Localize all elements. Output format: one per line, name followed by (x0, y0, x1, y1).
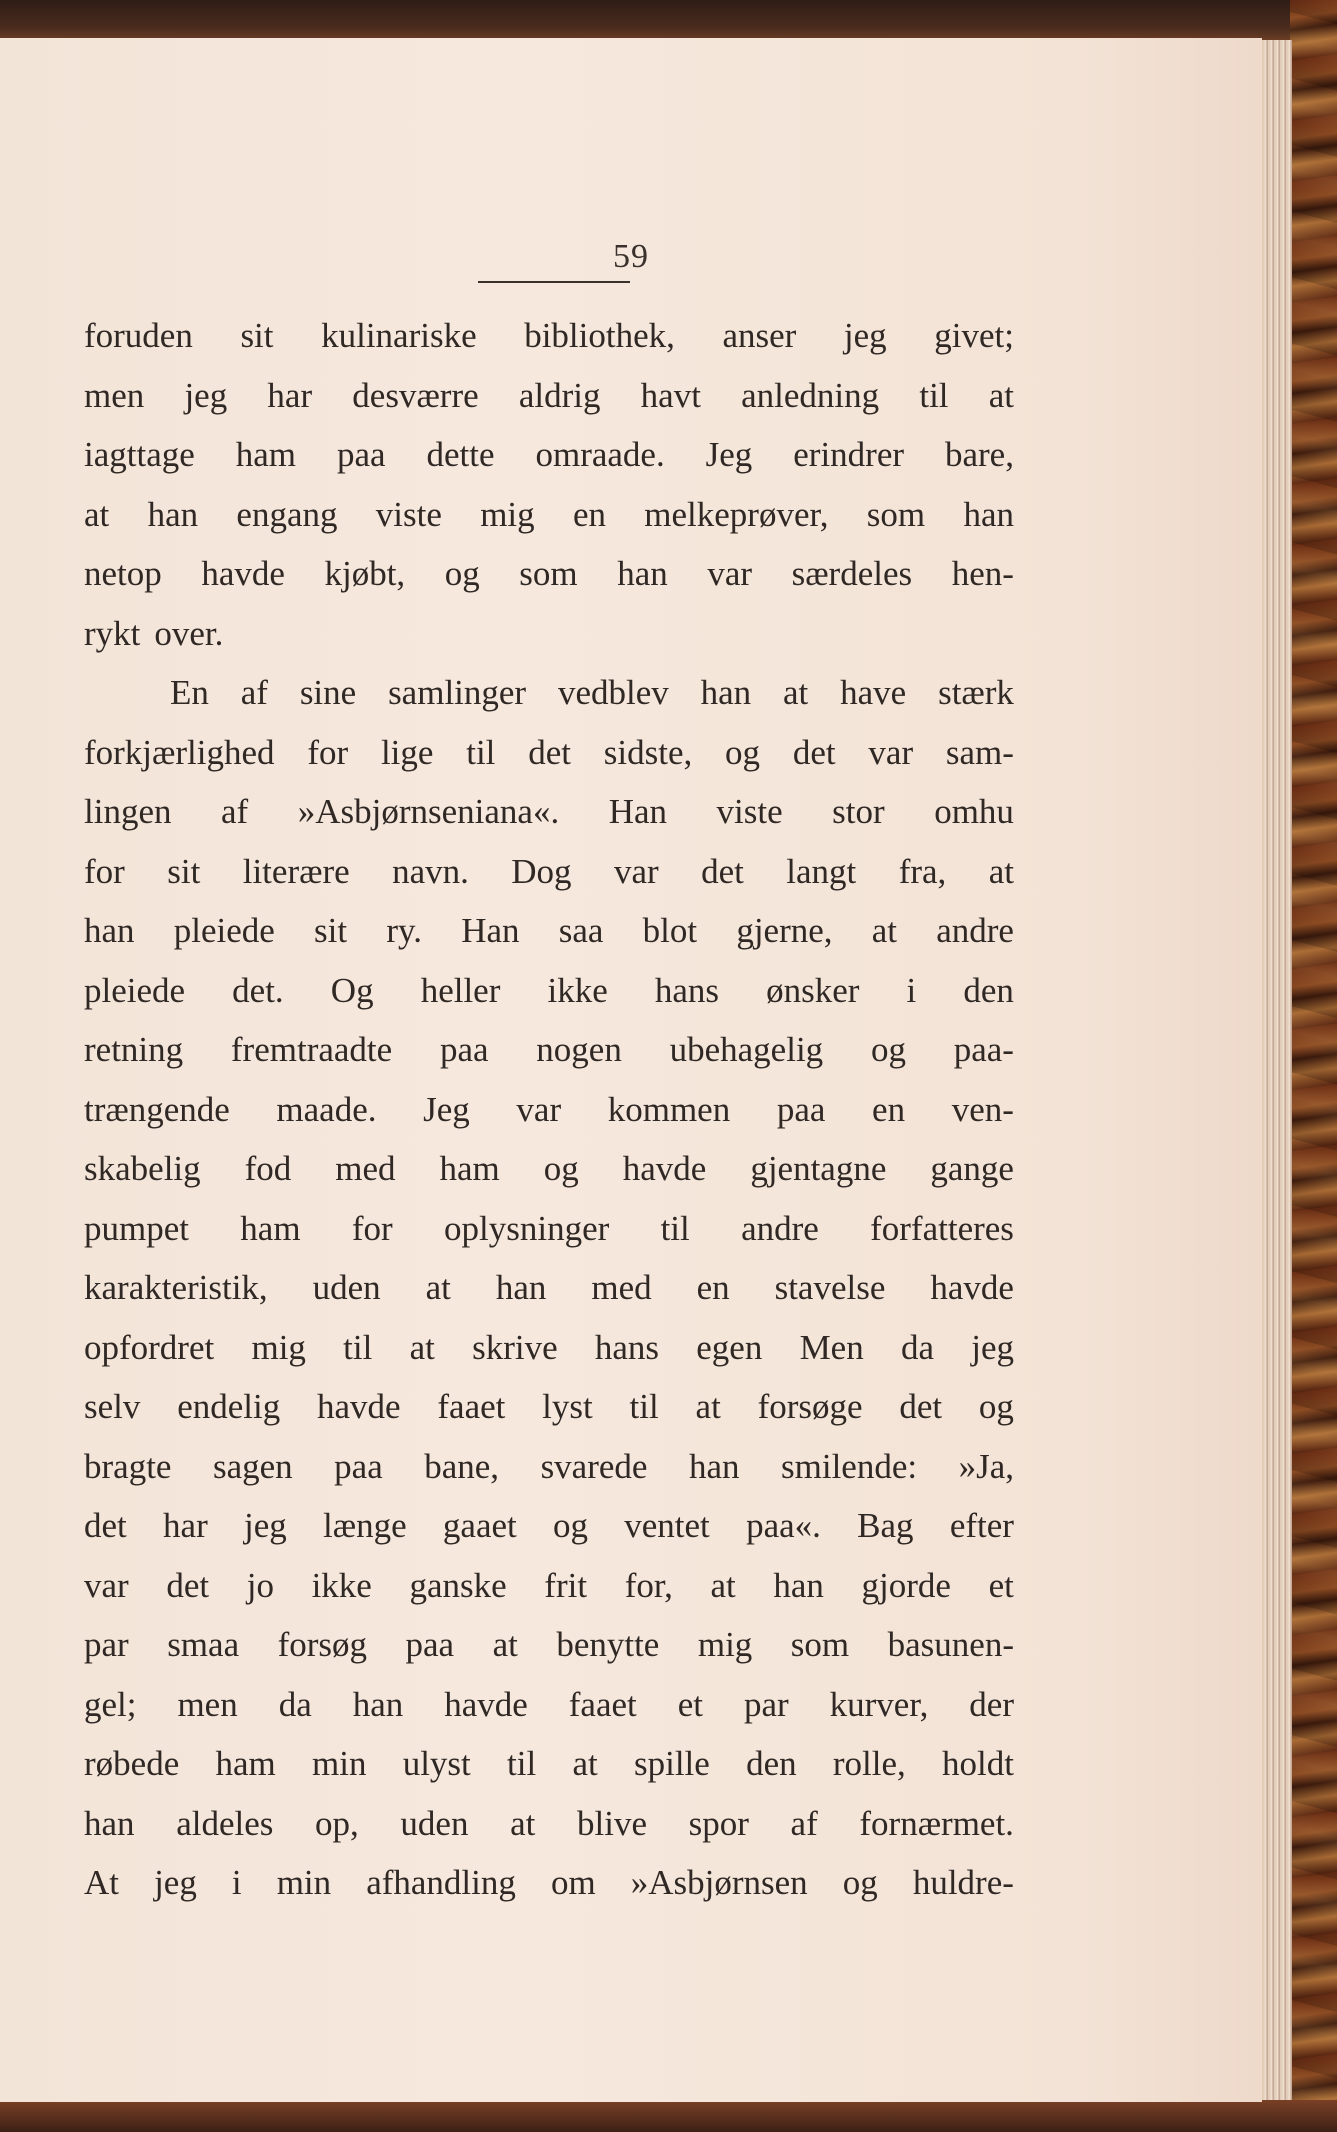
text-word: som (519, 554, 578, 593)
text-word: min (312, 1744, 367, 1783)
text-word: paa (336, 435, 386, 474)
text-word: langt (786, 851, 857, 891)
text-word: omraade. (535, 435, 665, 474)
text-word: melkeprøver, (644, 494, 829, 534)
text-word: ulyst (402, 1744, 471, 1783)
text-word: fornærmet. (859, 1803, 1014, 1843)
text-word: lyst (542, 1387, 593, 1426)
text-word: kjøbt, (324, 554, 406, 593)
text-line (84, 306, 1014, 366)
text-line (84, 1675, 1014, 1735)
text-word: blot (642, 911, 698, 950)
text-word: basunen- (887, 1625, 1014, 1664)
marbled-cover-edge (1290, 0, 1337, 2132)
text-word: »Asbjørnseniana«. (297, 792, 560, 831)
text-word: erindrer (793, 435, 905, 474)
text-word: pleiede (84, 970, 186, 1010)
text-word: rykt (84, 613, 141, 653)
text-line (84, 1734, 1014, 1794)
text-word: Jeg (423, 1089, 470, 1129)
text-word: pumpet (84, 1208, 189, 1248)
text-word: oplysninger (444, 1208, 610, 1248)
text-word: op, (315, 1803, 359, 1843)
text-line (84, 1199, 1014, 1259)
text-word: svarede (540, 1446, 648, 1486)
text-word: mig (480, 494, 535, 534)
text-word: engang (236, 494, 338, 534)
book-page (0, 38, 1262, 2102)
text-word: »Ja, (958, 1446, 1014, 1486)
text-word: saa (558, 911, 604, 950)
text-line (84, 1794, 1014, 1854)
text-line (84, 782, 1014, 842)
text-word: fra, (898, 851, 947, 891)
text-word: givet; (934, 316, 1014, 355)
text-word: at (492, 1625, 518, 1664)
text-word: bragte (84, 1446, 172, 1486)
text-line (84, 901, 1014, 961)
text-word: af (790, 1803, 818, 1843)
text-word: foruden (84, 316, 193, 355)
text-word: At (84, 1863, 119, 1902)
text-word: lige (380, 732, 434, 772)
text-word: hans (594, 1327, 660, 1367)
text-word: En (170, 673, 209, 712)
text-word: fremtraadte (230, 1030, 393, 1069)
text-line (84, 1437, 1014, 1497)
text-word: som (866, 494, 926, 534)
text-line (84, 485, 1014, 545)
text-word: havde (317, 1387, 401, 1426)
text-word: kurver, (829, 1684, 929, 1724)
text-word: paa (405, 1625, 455, 1664)
text-word: bibliothek, (524, 316, 675, 355)
book-binding-bottom (0, 2100, 1337, 2132)
text-word: ham (240, 1208, 301, 1248)
text-word: gange (930, 1149, 1014, 1188)
text-word: at (988, 375, 1014, 415)
text-word: fod (244, 1149, 292, 1188)
text-word: at (409, 1327, 435, 1367)
text-word: til (507, 1744, 537, 1783)
text-word: benytte (556, 1625, 660, 1664)
text-word: viste (716, 792, 783, 831)
text-word: har (163, 1506, 208, 1545)
text-word: forsøg (277, 1625, 368, 1664)
text-line (84, 1318, 1014, 1378)
text-line (84, 663, 1014, 723)
text-word: smaa (167, 1625, 240, 1664)
text-line (84, 723, 1014, 783)
text-word: retning (84, 1030, 184, 1069)
text-word: frit (544, 1565, 588, 1605)
text-word: spille (633, 1744, 710, 1783)
text-word: sit (240, 316, 274, 355)
text-word: til (919, 375, 949, 415)
text-word: en (696, 1268, 730, 1307)
text-word: smilende: (781, 1446, 918, 1486)
text-word: egen (696, 1327, 763, 1367)
text-word: desværre (352, 375, 479, 415)
text-word: gel; (84, 1684, 137, 1724)
text-word: om (550, 1863, 596, 1902)
text-line (84, 1853, 1014, 1913)
text-word: var (613, 851, 659, 891)
text-word: Og (330, 970, 374, 1010)
text-word: »Asbjørnsen (630, 1863, 808, 1902)
text-word: var (84, 1565, 129, 1605)
text-word: den (963, 970, 1014, 1010)
text-word: aldrig (518, 375, 601, 415)
text-word: uden (312, 1268, 381, 1307)
text-word: at (84, 494, 110, 534)
text-word: og (870, 1030, 906, 1069)
text-word: ønsker (766, 970, 860, 1010)
text-word: og (553, 1506, 588, 1545)
text-word: hans (654, 970, 720, 1010)
text-line (84, 1139, 1014, 1199)
text-word: han (700, 673, 752, 712)
text-word: Han (461, 911, 520, 950)
text-word: der (969, 1684, 1014, 1724)
text-word: mig (697, 1625, 753, 1664)
text-word: til (629, 1387, 659, 1426)
text-word: en (572, 494, 606, 534)
text-word: ven- (951, 1089, 1014, 1129)
text-word: par (743, 1684, 789, 1724)
text-word: det (899, 1387, 943, 1426)
text-word: faaet (437, 1387, 506, 1426)
text-line (84, 961, 1014, 1021)
text-word: og (842, 1863, 878, 1902)
text-word: kulinariske (321, 316, 477, 355)
text-word: som (790, 1625, 850, 1664)
text-word: blive (577, 1803, 647, 1843)
text-word: havde (444, 1684, 528, 1724)
text-word: at (988, 851, 1014, 891)
text-word: han (617, 554, 668, 593)
text-word: Han (608, 792, 668, 831)
text-word: vedblev (557, 673, 669, 712)
text-word: ham (215, 1744, 276, 1783)
text-word: selv (84, 1387, 141, 1426)
text-word: opfordret (84, 1327, 215, 1367)
page-number: 59 (613, 238, 649, 275)
text-word: og (978, 1387, 1014, 1426)
text-word: paa«. (746, 1506, 821, 1545)
text-word: at (510, 1803, 536, 1843)
text-word: og (444, 554, 480, 593)
text-word: for (351, 1208, 393, 1248)
text-word: gaaet (442, 1506, 517, 1545)
text-line (84, 842, 1014, 902)
text-word: og (725, 732, 761, 772)
text-word: sam- (945, 732, 1014, 772)
text-line (84, 604, 1014, 664)
text-word: da (900, 1327, 934, 1367)
text-word: sit (314, 911, 348, 950)
text-word: han (352, 1684, 404, 1724)
text-word: Dog (511, 851, 572, 891)
text-word: havde (201, 554, 285, 593)
text-word: var (868, 732, 914, 772)
text-word: par (84, 1625, 129, 1664)
text-word: han (773, 1565, 824, 1605)
text-word: den (746, 1744, 797, 1783)
text-word: længe (323, 1506, 407, 1545)
text-word: i (906, 970, 917, 1010)
text-word: omhu (934, 792, 1014, 831)
text-word: for (307, 732, 349, 772)
text-line (84, 1377, 1014, 1437)
text-word: maade. (276, 1089, 377, 1129)
text-word: af (221, 792, 249, 831)
text-word: andre (936, 911, 1014, 950)
text-word: spor (688, 1803, 749, 1843)
text-line (84, 425, 1014, 485)
text-word: stavelse (774, 1268, 886, 1307)
text-word: ubehagelig (669, 1030, 824, 1069)
text-word: literære (242, 851, 350, 891)
text-word: skrive (472, 1327, 558, 1367)
text-word: at (572, 1744, 598, 1783)
text-word: stærk (938, 673, 1014, 712)
text-word: viste (375, 494, 442, 534)
text-word: han (963, 494, 1014, 534)
text-line (84, 1020, 1014, 1080)
text-word: en (872, 1089, 906, 1129)
text-word: det (84, 1506, 127, 1545)
text-word: at (783, 673, 809, 712)
text-word: et (677, 1684, 703, 1724)
text-word: at (425, 1268, 451, 1307)
text-word: var (516, 1089, 562, 1129)
text-word: jeg (184, 375, 228, 415)
text-word: anledning (741, 375, 880, 415)
text-word: Men (799, 1327, 864, 1367)
text-line (84, 1496, 1014, 1556)
text-word: samlinger (388, 673, 527, 712)
text-word: at (710, 1565, 736, 1605)
text-word: at (871, 911, 898, 950)
text-word: jo (246, 1565, 274, 1605)
text-word: var (707, 554, 753, 593)
text-word: sit (167, 851, 201, 891)
text-word: jeg (154, 1863, 197, 1902)
text-word: Bag (857, 1506, 914, 1545)
text-line (84, 544, 1014, 604)
page-number-rule (478, 281, 630, 283)
text-word: kommen (607, 1089, 731, 1129)
text-word: lingen (84, 792, 172, 831)
text-word: han (84, 1803, 135, 1843)
text-word: jeg (971, 1327, 1014, 1367)
text-word: sine (299, 673, 357, 712)
text-word: det (528, 732, 571, 772)
text-word: faaet (568, 1684, 637, 1724)
text-word: han (688, 1446, 740, 1486)
text-word: rolle, (832, 1744, 906, 1783)
text-word: han (495, 1268, 547, 1307)
text-word: men (84, 375, 145, 415)
text-word: Jeg (705, 435, 753, 474)
text-word: det (166, 1565, 210, 1605)
body-text (84, 306, 1014, 1913)
text-word: gjorde (861, 1565, 951, 1605)
text-word: endelig (177, 1387, 281, 1426)
text-word: gjentagne (750, 1149, 887, 1188)
text-word: have (840, 673, 907, 712)
text-word: havde (930, 1268, 1014, 1307)
text-word: sidste, (603, 732, 693, 772)
text-word: ganske (409, 1565, 507, 1605)
text-word: paa- (953, 1030, 1014, 1069)
text-word: navn. (392, 851, 469, 891)
text-word: ry. (386, 911, 422, 950)
text-word: mig (251, 1327, 306, 1367)
text-word: forsøge (757, 1387, 863, 1426)
text-word: holdt (942, 1744, 1014, 1783)
text-word: det (701, 851, 744, 891)
text-word: skabelig (84, 1149, 201, 1188)
text-word: stor (832, 792, 885, 831)
text-word: til (343, 1327, 373, 1367)
text-word: han (147, 494, 199, 534)
text-line (84, 366, 1014, 426)
text-word: bane, (424, 1446, 500, 1486)
text-word: ventet (624, 1506, 710, 1545)
text-word: ham (235, 435, 296, 474)
text-word: jeg (843, 316, 887, 355)
text-word: for (84, 851, 125, 891)
text-word: men (177, 1684, 238, 1724)
text-word: har (267, 375, 313, 415)
text-word: pleiede (173, 911, 275, 950)
text-word: det (792, 732, 836, 772)
text-word: til (466, 732, 496, 772)
text-word: iagttage (84, 435, 195, 474)
text-word: paa (439, 1030, 489, 1069)
text-word: aldeles (176, 1803, 274, 1843)
text-word: netop (84, 554, 162, 593)
text-word: han (84, 911, 135, 950)
text-word: et (988, 1565, 1014, 1605)
text-word: sagen (212, 1446, 293, 1486)
text-word: for, (624, 1565, 673, 1605)
text-word: af (240, 673, 268, 712)
text-word: afhandling (366, 1863, 516, 1902)
text-word: bare, (944, 435, 1014, 474)
text-line (84, 1615, 1014, 1675)
text-word: forkjærlighed (84, 732, 275, 772)
text-word: karakteristik, (84, 1268, 268, 1307)
text-word: jeg (244, 1506, 287, 1545)
text-word: trængende (84, 1089, 230, 1129)
text-word: da (278, 1684, 312, 1724)
text-word: at (695, 1387, 721, 1426)
text-line (84, 1258, 1014, 1318)
text-line (84, 1556, 1014, 1616)
text-word: anser (722, 316, 797, 355)
text-word: særdeles (791, 554, 913, 593)
text-word: røbede (84, 1744, 180, 1783)
text-word: med (335, 1149, 396, 1188)
text-word: heller (420, 970, 501, 1010)
text-word: over. (154, 613, 224, 653)
text-word: og (543, 1149, 579, 1188)
book-binding-top (0, 0, 1337, 40)
text-word: ham (439, 1149, 500, 1188)
text-word: gjerne, (736, 911, 833, 950)
text-word: med (591, 1268, 652, 1307)
text-word: i (231, 1863, 242, 1902)
text-word: min (276, 1863, 332, 1902)
text-word: ikke (547, 970, 608, 1010)
text-line (84, 1080, 1014, 1140)
text-word: huldre- (912, 1863, 1014, 1902)
text-word: havt (640, 375, 701, 415)
text-word: efter (949, 1506, 1014, 1545)
text-word: paa (334, 1446, 383, 1486)
text-word: forfatteres (870, 1208, 1014, 1248)
page-stack-edge (1258, 40, 1292, 2102)
text-word: andre (741, 1208, 819, 1248)
text-word: dette (426, 435, 495, 474)
text-word: uden (400, 1803, 469, 1843)
text-word: nogen (536, 1030, 622, 1069)
text-word: ikke (311, 1565, 372, 1605)
text-word: det. (232, 970, 284, 1010)
text-word: hen- (951, 554, 1014, 593)
text-word: havde (622, 1149, 707, 1188)
text-word: til (660, 1208, 690, 1248)
text-word: paa (776, 1089, 826, 1129)
